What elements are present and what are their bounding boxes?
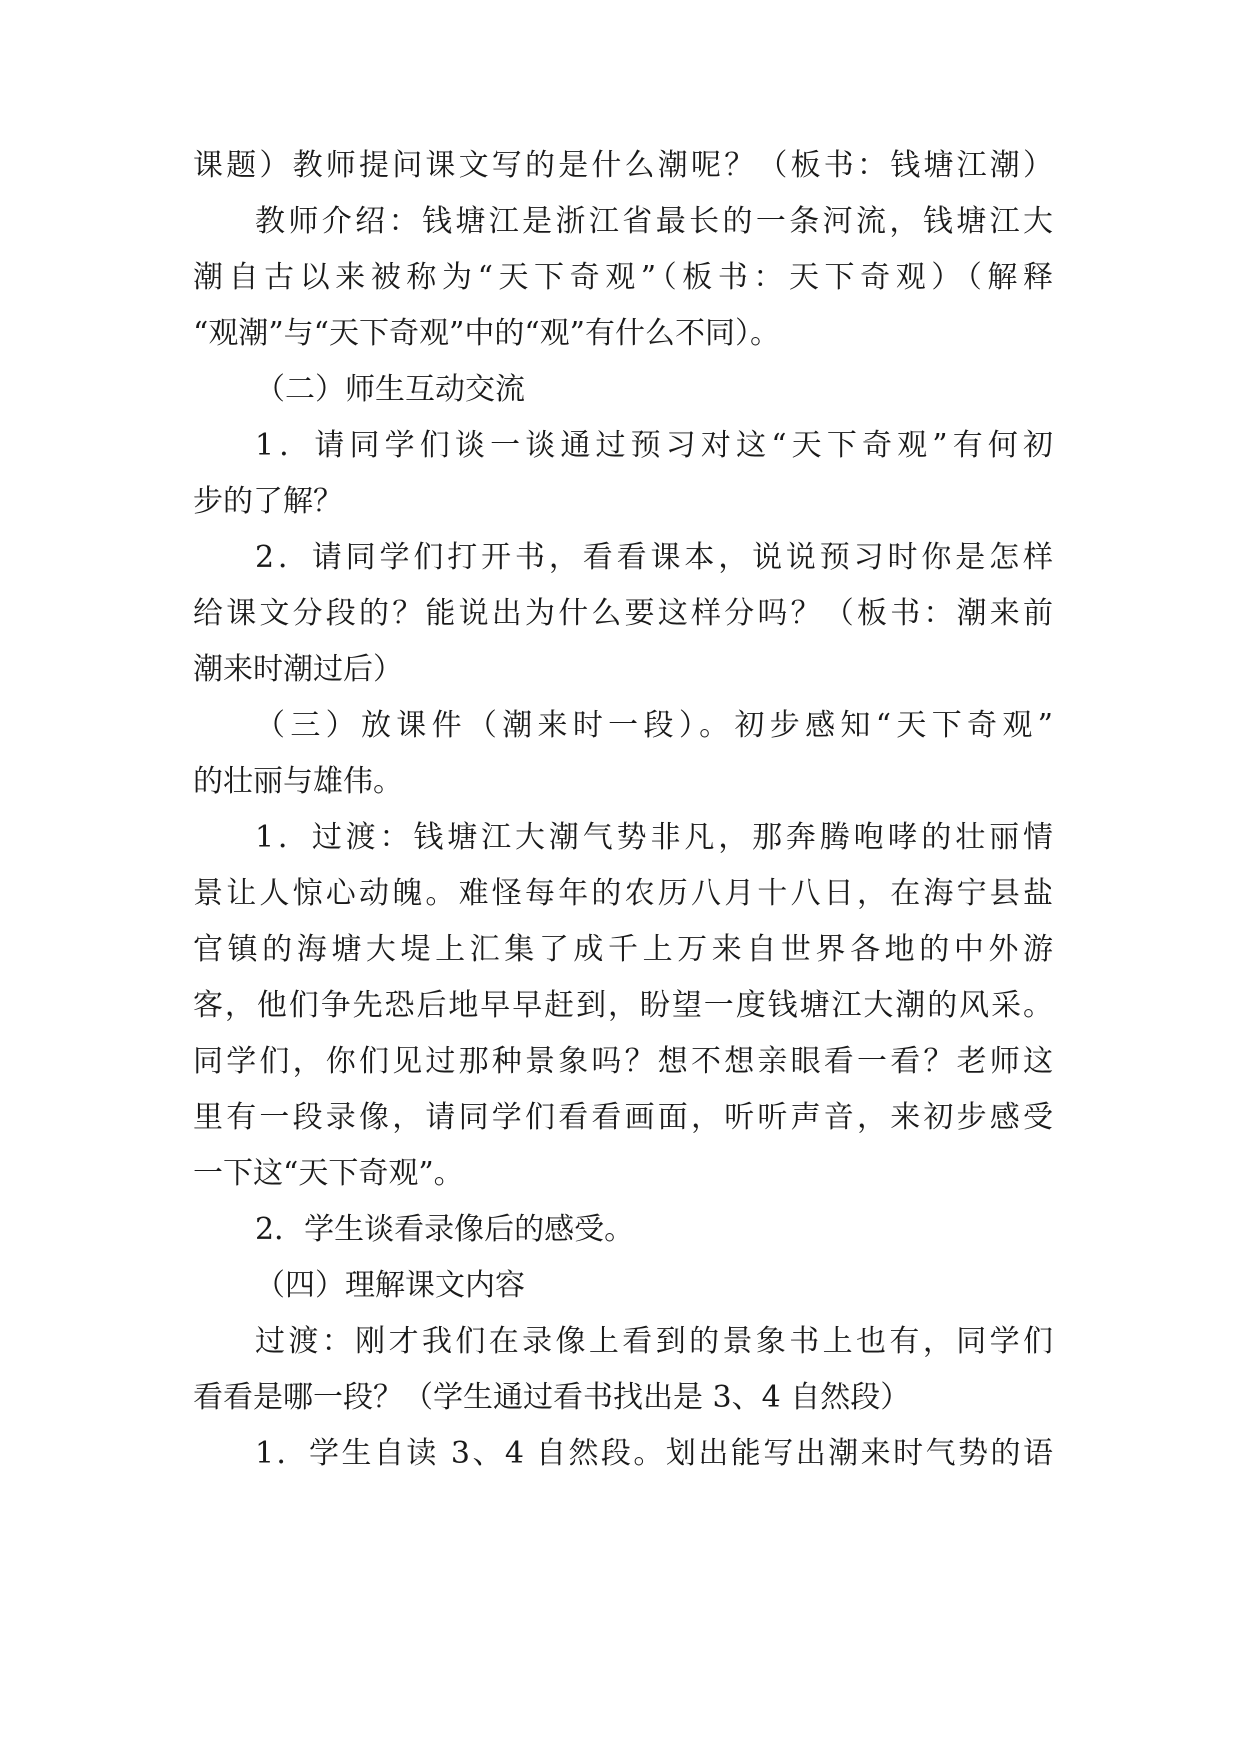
text-line-23: 看看是哪一段？（学生通过看书找出是 3、4 自然段） xyxy=(193,1380,911,1415)
text-line-3: 潮自古以来被称为“天下奇观”（板书：天下奇观）（解释 xyxy=(193,260,1053,295)
text-line-16: 客，他们争先恐后地早早赶到，盼望一度钱塘江大潮的风采。 xyxy=(193,988,1053,1023)
text-line-17: 同学们，你们见过那种景象吗？想不想亲眼看一看？老师这 xyxy=(193,1044,1053,1079)
text-line-24: 1．学生自读 3、4 自然段。划出能写出潮来时气势的语 xyxy=(255,1436,1053,1471)
text-line-12: 的壮丽与雄伟。 xyxy=(193,764,403,799)
text-line-14: 景让人惊心动魄。难怪每年的农历八月十八日，在海宁县盐 xyxy=(193,876,1053,911)
text-line-13: 1．过渡：钱塘江大潮气势非凡，那奔腾咆哮的壮丽情 xyxy=(255,820,1053,855)
text-line-8: 2．请同学们打开书，看看课本，说说预习时你是怎样 xyxy=(255,540,1053,575)
text-line-10: 潮来时潮过后） xyxy=(193,652,403,687)
section-heading-2: （二）师生互动交流 xyxy=(255,372,525,407)
text-line-18: 里有一段录像，请同学们看看画面，听听声音，来初步感受 xyxy=(193,1100,1053,1135)
section-heading-4: （四）理解课文内容 xyxy=(255,1268,525,1303)
text-line-20: 2．学生谈看录像后的感受。 xyxy=(255,1212,635,1247)
text-line-4: “观潮”与“天下奇观”中的“观”有什么不同）。 xyxy=(193,316,781,351)
text-line-15: 官镇的海塘大堤上汇集了成千上万来自世界各地的中外游 xyxy=(193,932,1053,967)
text-line-1: 课题）教师提问课文写的是什么潮呢？（板书：钱塘江潮） xyxy=(193,148,1053,183)
section-heading-3: （三）放课件（潮来时一段）。初步感知“天下奇观” xyxy=(255,708,1053,743)
text-line-2: 教师介绍：钱塘江是浙江省最长的一条河流，钱塘江大 xyxy=(255,204,1053,239)
text-line-7: 步的了解？ xyxy=(193,484,343,519)
text-line-9: 给课文分段的？能说出为什么要这样分吗？（板书：潮来前 xyxy=(193,596,1053,631)
text-line-19: 一下这“天下奇观”。 xyxy=(193,1156,464,1191)
text-line-6: 1．请同学们谈一谈通过预习对这“天下奇观”有何初 xyxy=(255,428,1053,463)
text-line-22: 过渡：刚才我们在录像上看到的景象书上也有，同学们 xyxy=(255,1324,1053,1359)
